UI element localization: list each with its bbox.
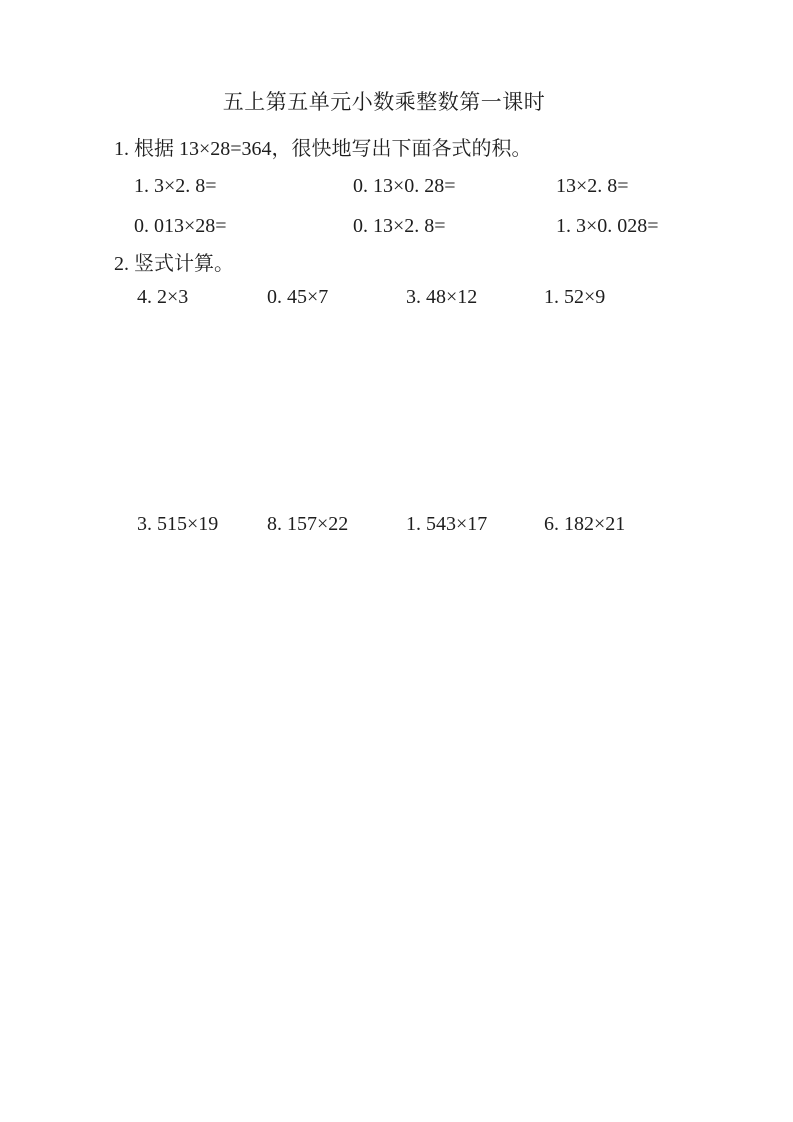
expression: 8. 157×22 [267, 513, 349, 535]
expression: 0. 13×2. 8= [353, 215, 446, 237]
problem2-expression-row-2 [0, 513, 793, 536]
expression: 0. 013×28= [134, 215, 227, 237]
expression: 13×2. 8= [556, 175, 629, 197]
expression: 3. 515×19 [137, 513, 219, 535]
problem1-expression-row-2 [0, 215, 793, 238]
expression: 0. 13×0. 28= [353, 175, 456, 197]
expression: 0. 45×7 [267, 286, 329, 308]
expression: 3. 48×12 [406, 286, 478, 308]
expression: 1. 543×17 [406, 513, 488, 535]
expression: 4. 2×3 [137, 286, 189, 308]
problem1-prompt: 1. 根据 13×28=364，很快地写出下面各式的积。 [114, 138, 532, 160]
page-title: 五上第五单元小数乘整数第一课时 [222, 90, 546, 114]
expression: 1. 3×0. 028= [556, 215, 659, 237]
expression: 1. 52×9 [544, 286, 606, 308]
problem2-expression-row-1 [0, 286, 793, 309]
problem2-prompt: 2. 竖式计算。 [114, 253, 234, 275]
problem1-expression-row-1 [0, 175, 793, 198]
expression: 1. 3×2. 8= [134, 175, 217, 197]
expression: 6. 182×21 [544, 513, 626, 535]
